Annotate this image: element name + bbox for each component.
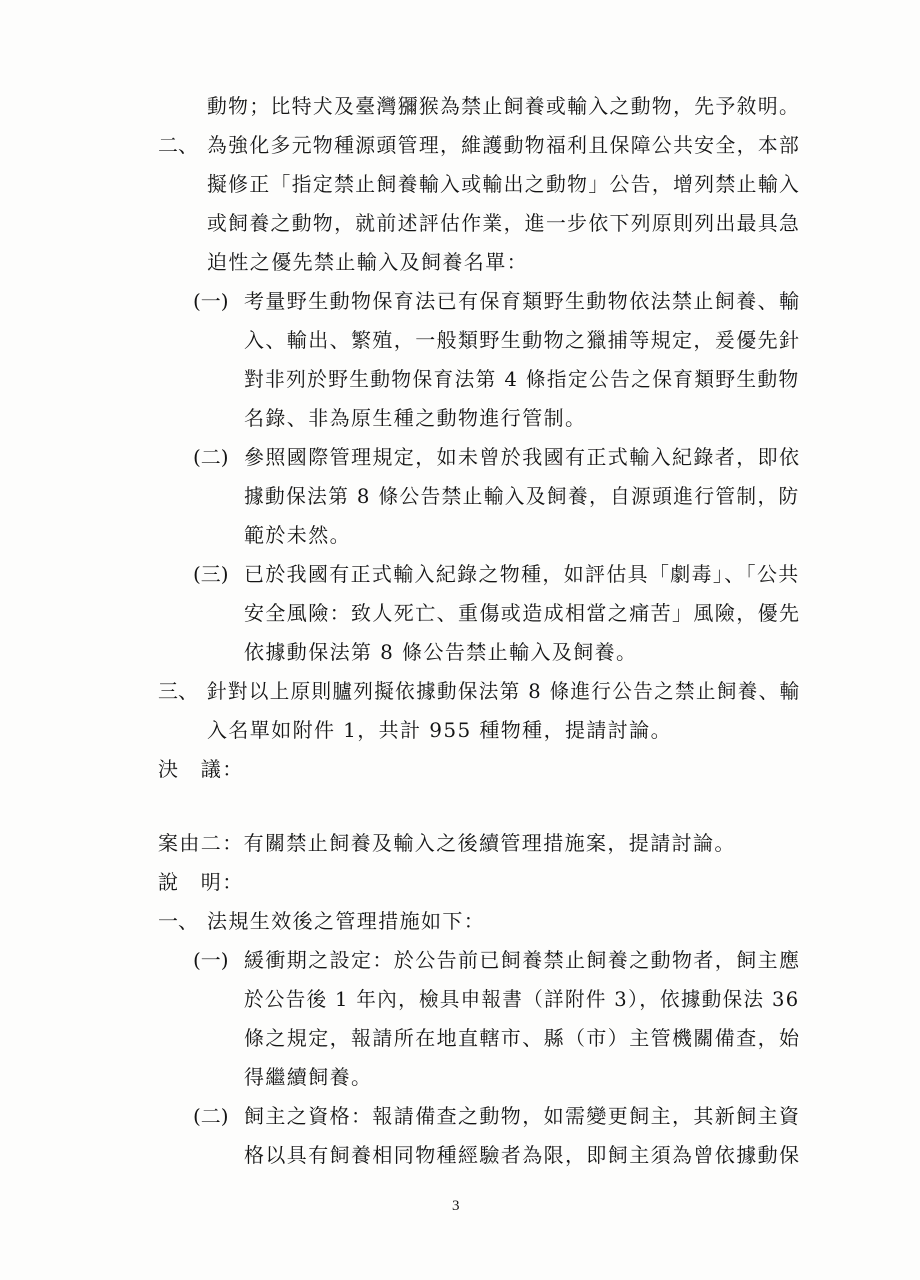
case2-subitem1-line: 於公告後 1 年內，檢具申報書（詳附件 3），依據動保法 36 [244, 987, 800, 1011]
item-marker-3: 三、 [158, 679, 198, 703]
subitem3-line: 依據動保法第 8 條公告禁止輸入及飼養。 [244, 640, 638, 664]
item2-line: 迫性之優先禁止輸入及飼養名單： [207, 250, 528, 274]
item2-line: 或飼養之動物，就前述評估作業，進一步依下列原則列出最具急 [207, 211, 801, 235]
item-marker-2: 二、 [158, 133, 198, 157]
case2-item1-text: 法規生效後之管理措施如下： [207, 909, 486, 933]
subitem1-line: 入、輸出、繁殖，一般類野生動物之獵捕等規定，爰優先針 [244, 328, 801, 352]
subitem-marker-1: (一) [193, 289, 229, 313]
subitem2-line: 據動保法第 8 條公告禁止輸入及飼養，自源頭進行管制，防 [244, 484, 800, 508]
subitem-marker-2: (二) [193, 445, 229, 469]
case2-subitem-marker-2: (二) [193, 1104, 229, 1128]
case2-subitem1-line: 緩衝期之設定：於公告前已飼養禁止飼養之動物者，飼主應 [244, 948, 801, 972]
item2-line: 擬修正「指定禁止飼養輸入或輸出之動物」公告，增列禁止輸入 [207, 172, 801, 196]
explanation-label: 說 明： [158, 870, 244, 894]
case2-title: 案由二：有關禁止飼養及輸入之後續管理措施案，提請討論。 [158, 831, 736, 855]
subitem2-line: 範於未然。 [244, 523, 351, 547]
subitem2-line: 參照國際管理規定，如未曾於我國有正式輸入紀錄者，即依 [244, 445, 801, 469]
subitem3-line: 安全風險：致人死亡、重傷或造成相當之痛苦」風險，優先 [244, 601, 801, 625]
case2-subitem1-line: 條之規定，報請所在地直轄市、縣（市）主管機關備查，始 [244, 1026, 801, 1050]
subitem3-line: 已於我國有正式輸入紀錄之物種，如評估具「劇毒」、「公共 [244, 562, 800, 586]
resolution-label: 決 議： [158, 757, 244, 781]
continuation-line: 動物；比特犬及臺灣獼猴為禁止飼養或輸入之動物，先予敘明。 [207, 94, 801, 118]
item3-line: 針對以上原則臚列擬依據動保法第 8 條進行公告之禁止飼養、輸 [207, 679, 801, 703]
case2-subitem2-line: 格以具有飼養相同物種經驗者為限，即飼主須為曾依據動保 [244, 1143, 801, 1167]
subitem1-line: 對非列於野生動物保育法第 4 條指定公告之保育類野生動物 [244, 367, 800, 391]
case2-subitem1-line: 得繼續飼養。 [244, 1065, 373, 1089]
item3-line: 入名單如附件 1，共計 955 種物種，提請討論。 [207, 718, 672, 742]
page-number: 3 [452, 1198, 460, 1214]
item-marker-1: 一、 [158, 909, 198, 933]
item2-line: 為強化多元物種源頭管理，維護動物福利且保障公共安全，本部 [207, 133, 801, 157]
subitem1-line: 考量野生動物保育法已有保育類野生動物依法禁止飼養、輸 [244, 289, 801, 313]
case2-subitem-marker-1: (一) [193, 948, 229, 972]
case2-subitem2-line: 飼主之資格：報請備查之動物，如需變更飼主，其新飼主資 [244, 1104, 801, 1128]
subitem-marker-3: (三) [193, 562, 229, 586]
subitem1-line: 名錄、非為原生種之動物進行管制。 [244, 406, 587, 430]
